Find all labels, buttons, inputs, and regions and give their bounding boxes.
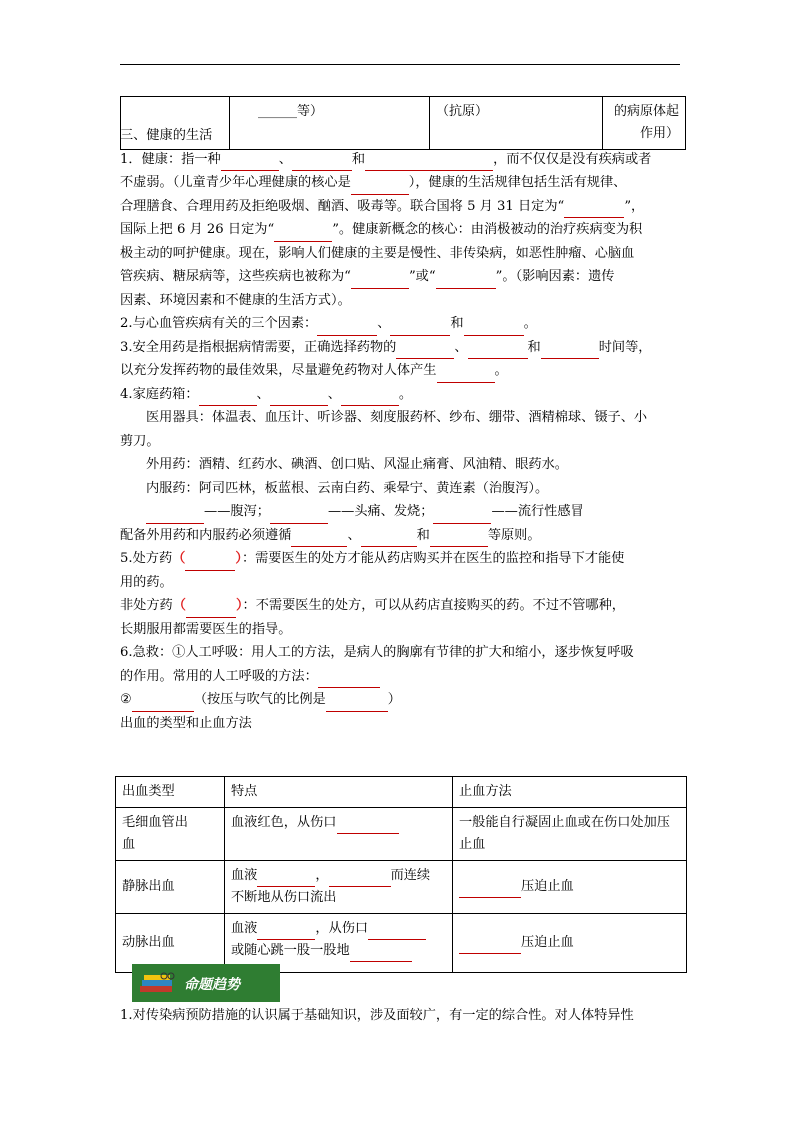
- section-title: 三、健康的生活: [120, 128, 213, 143]
- blank[interactable]: [186, 601, 236, 618]
- blank[interactable]: [564, 201, 624, 218]
- para-6: 6.急救：①人工呼吸：用人工的方法，是病人的胸廓有节律的扩大和缩小，逐步恢复呼吸 的作用。常用的人工呼吸的方法： ② （按压与吹气的比例是 ）: [120, 641, 685, 712]
- header-cell: 特点: [225, 777, 453, 808]
- blank[interactable]: [146, 507, 204, 524]
- header-cell: 止血方法: [453, 777, 687, 808]
- medical-tools-cont: 剪刀。: [120, 433, 160, 449]
- blank[interactable]: [318, 671, 380, 688]
- blank[interactable]: [132, 695, 194, 712]
- para-3: 3.安全用药是指根据病情需要，正确选择药物的 、 和 时间等， 以充分发挥药物的最佳效果，尽量避免药物对人体产生 。: [120, 336, 685, 383]
- blank[interactable]: [199, 389, 257, 406]
- blank[interactable]: [437, 366, 495, 383]
- blank[interactable]: [291, 530, 347, 547]
- blank[interactable]: [257, 870, 315, 887]
- internal-meds: 内服药：阿司匹林，板蓝根、云南白药、乘晕宁、黄连素（治腹泻）。: [146, 480, 549, 496]
- external-meds: 外用药：酒精、红药水、碘酒、创口贴、风湿止痛膏、风油精、眼药水。: [146, 457, 568, 472]
- blank[interactable]: [317, 319, 377, 336]
- trend-badge-wrap: [120, 960, 280, 1006]
- medical-tools: 医用器具：体温表、血压计、听诊器、刻度服药杯、纱布、绷带、酒精棉球、镊子、小: [146, 410, 648, 425]
- blank[interactable]: [221, 154, 279, 171]
- books-icon: [138, 972, 176, 996]
- blank[interactable]: [396, 342, 454, 359]
- table-row: 静脉出血 血液 ， 而连续 不断地从伤口流出 压迫止血: [116, 861, 687, 914]
- med-uses: ——腹泻； ——头痛、发烧； ——流行性感冒: [120, 500, 685, 524]
- header-cell: 出血类型: [116, 777, 225, 808]
- header-rule: [120, 64, 680, 65]
- trend-badge: [132, 964, 280, 1002]
- blank[interactable]: [430, 530, 488, 547]
- blank[interactable]: [329, 870, 391, 887]
- para-2: 2.与心血管疾病有关的三个因素： 、 和 。: [120, 312, 685, 336]
- blank[interactable]: [436, 272, 496, 289]
- blank[interactable]: [274, 225, 332, 242]
- blank[interactable]: [459, 881, 521, 898]
- blank[interactable]: [292, 154, 352, 171]
- blank[interactable]: [390, 319, 450, 336]
- main-content: [120, 124, 685, 735]
- blank[interactable]: [337, 817, 399, 834]
- para-1: 1．健康：指一种 、 和 ，而不仅仅是没有疾病或者 不虚弱。（儿童青少年心理健康的核心是 ），健康的生活规律包括生活有规律、 合理膳食、合理用药及拒绝吸烟、酗酒、吸毒等。联合国将 5 月 31 日定为“ ”， 国际上把 6 月 26 日定为“ ”。健康新概念的核心：由消极被动的治疗疾病变为积 极主动的呵护健康。现在，影响人们健康的主要是慢性、非传染病，如恶性肿瘤、心脑血 管疾病、糖尿病等，这些疾病也被称为“ ”或“ ”。（影响因素：遗传 因素、环境因素和不健康的生活方式）。: [120, 151, 652, 308]
- med-rules: 配备外用药和内服药必须遵循 、 和 等原则。: [120, 524, 685, 548]
- para-4: 4.家庭药箱： 、 、 。: [120, 383, 685, 407]
- blank[interactable]: [368, 923, 426, 940]
- blank[interactable]: [361, 530, 417, 547]
- blank[interactable]: [341, 389, 399, 406]
- blank[interactable]: [270, 389, 328, 406]
- table-row: 毛细血管出 血 血液红色，从伤口 一般能自行凝固止血或在伤口处加压 止血: [116, 808, 687, 861]
- blank[interactable]: [326, 695, 388, 712]
- bleed-table: [115, 776, 687, 973]
- blank[interactable]: [351, 178, 409, 195]
- blank[interactable]: [468, 342, 528, 359]
- blank[interactable]: [433, 507, 491, 524]
- blank[interactable]: [464, 319, 524, 336]
- last-line: 1.对传染病预防措施的认识属于基础知识，涉及面较广，有一定的综合性。对人体特异性: [120, 1008, 634, 1023]
- para-5: 5.处方药（ ）：需要医生的处方才能从药店购买并在医生的监控和指导下才能使 用的药。 非处方药（ ）：不需要医生的处方，可以从药店直接购买的药。不过不管哪种， 长期服用都需要医生的指导。: [120, 551, 625, 637]
- blank[interactable]: [185, 554, 235, 571]
- top-cell-3: （抗原）: [430, 97, 603, 150]
- top-cell-4: 的病原体起作用）: [603, 97, 686, 150]
- badge-text: 命题趋势: [184, 977, 240, 993]
- blank[interactable]: [351, 272, 409, 289]
- table-row: 动脉出血 血液 ，从伤口 或随心跳一股一股地 压迫止血: [116, 914, 687, 973]
- blank[interactable]: [350, 945, 412, 962]
- top-cell-2: ______等）: [230, 97, 430, 150]
- blank[interactable]: [459, 937, 521, 954]
- blank[interactable]: [541, 342, 599, 359]
- blank[interactable]: [257, 923, 315, 940]
- blank[interactable]: [270, 507, 328, 524]
- bleed-title: 出血的类型和止血方法: [120, 715, 252, 731]
- blank[interactable]: [365, 154, 493, 171]
